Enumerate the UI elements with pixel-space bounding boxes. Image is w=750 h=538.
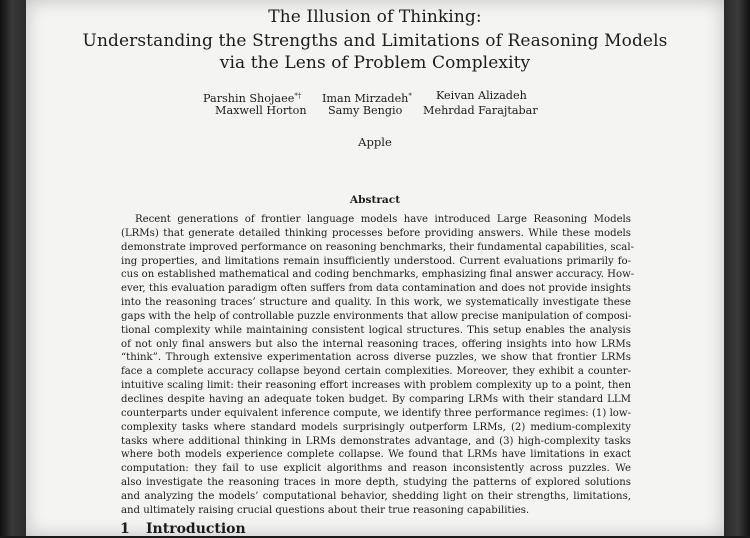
abstract-line: ing properties, and limitations remain insufficiently understood. Current evaluations primarily fo- <box>121 255 631 267</box>
abstract-line: tional complexity while maintaining consistent logical structures. This setup enables the analysis <box>121 324 631 336</box>
abstract-line: into the reasoning traces’ structure and quality. In this work, we systematically investigate these <box>121 297 631 309</box>
abstract-line: gaps with the help of controllable puzzle environments that allow precise manipulation of composi- <box>121 310 632 322</box>
abstract-line: (LRMs) that generate detailed thinking processes before providing answers. While these models <box>121 227 631 239</box>
author-name: Parshin Shojaee <box>203 92 295 105</box>
author-name: Iman Mirzadeh <box>322 92 409 105</box>
abstract-heading: Abstract <box>349 194 401 206</box>
abstract-line: of not only final answers but also the internal reasoning traces, offering insights into how LRMs <box>121 338 631 350</box>
paper-title-line-3: via the Lens of Problem Complexity <box>219 53 531 73</box>
abstract-line: where both models experience complete collapse. We found that LRMs have limitations in exact <box>121 449 631 461</box>
author-bengio <box>328 104 402 118</box>
author-name: Samy Bengio <box>328 104 403 117</box>
affiliation: Apple <box>358 135 392 149</box>
author-name: Maxwell Horton <box>215 104 307 117</box>
paper-page <box>26 0 724 536</box>
author-horton <box>215 104 307 118</box>
author-name: Keivan Alizadeh <box>436 89 527 102</box>
abstract-line: complexity tasks where standard models surprisingly outperform LRMs, (2) medium-complexity <box>121 421 631 433</box>
section-heading-introduction <box>120 520 246 538</box>
section-title: Introduction <box>146 521 246 537</box>
author-mark: *† <box>294 92 302 100</box>
paper-title-line-1: The Illusion of Thinking: <box>268 7 482 27</box>
abstract-body <box>121 213 635 518</box>
abstract-line: tasks where additional thinking in LRMs demonstrates advantage, and (3) high-complexity tasks <box>121 435 631 447</box>
abstract-line: cus on established mathematical and coding benchmarks, emphasizing final answer accuracy. How- <box>121 269 635 281</box>
author-farajtabar <box>423 104 538 118</box>
abstract-line: “think”. Through extensive experimentation across diverse puzzles, we show that frontier LRMs <box>121 352 631 364</box>
author-alizadeh <box>436 89 527 103</box>
abstract-line: intuitive scaling limit: their reasoning effort increases with problem complexity up to a point, then <box>121 380 631 392</box>
abstract-line: Recent generations of frontier language models have introduced Large Reasoning Models <box>135 214 631 225</box>
abstract-line: face a complete accuracy collapse beyond certain complexities. Moreover, they exhibit a counter- <box>121 366 631 378</box>
abstract-line: and ultimately raising crucial questions about their true reasoning capabilities. <box>121 504 530 516</box>
abstract-line: demonstrate improved performance on reasoning benchmarks, their fundamental capabilities, scal- <box>121 241 634 253</box>
abstract-line: declines despite having an adequate token budget. By comparing LRMs with their standard LLM <box>121 393 631 405</box>
author-mark: * <box>408 92 412 100</box>
abstract-line: counterparts under equivalent inference compute, we identify three performance regimes: (1) low- <box>121 407 631 419</box>
abstract-line: ever, this evaluation paradigm often suffers from data contamination and does not provide insights <box>121 283 631 295</box>
paper-title-line-2: Understanding the Strengths and Limitations of Reasoning Models <box>82 31 668 51</box>
abstract-line: and analyzing the models’ computational behavior, shedding light on their strengths, limitations, <box>121 490 631 502</box>
abstract-line: computation: they fail to use explicit algorithms and reason inconsistently across puzzles. We <box>121 463 631 475</box>
abstract-line: also investigate the reasoning traces in more depth, studying the patterns of explored solutions <box>121 477 631 489</box>
author-name: Mehrdad Farajtabar <box>423 104 538 117</box>
section-number: 1 <box>120 521 130 537</box>
